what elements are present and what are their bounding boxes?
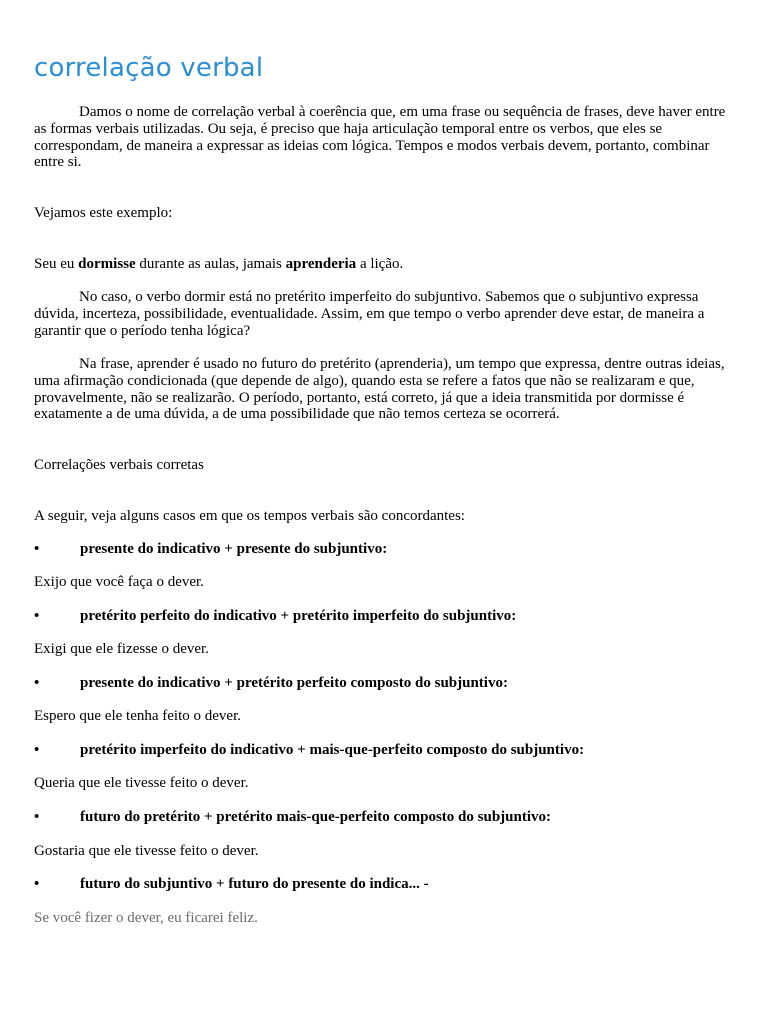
case-rule-text: futuro do pretérito + pretérito mais-que-perfeito composto do subjuntivo: <box>80 809 552 825</box>
bullet-mark: • <box>34 876 40 892</box>
example-text-1: Seu eu <box>34 256 79 272</box>
example-text-3: a lição. <box>356 256 404 272</box>
example-bold-aprenderia: aprenderia <box>285 256 357 272</box>
case-rule <box>34 541 734 558</box>
section-intro: A seguir, veja alguns casos em que os tempos verbais são concordantes: <box>34 508 465 524</box>
example-lead: Vejamos este exemplo: <box>34 205 173 221</box>
case-rule <box>34 809 734 826</box>
case-rule-text: pretérito imperfeito do indicativo + mais-que-perfeito composto do subjuntivo: <box>80 742 585 758</box>
example-bold-dormisse: dormisse <box>78 256 136 272</box>
case-rule <box>34 876 734 893</box>
case-example-faded: Se você fizer o dever, eu ficarei feliz. <box>34 910 258 926</box>
bullet-mark: • <box>34 809 40 825</box>
case-rule-text: pretérito perfeito do indicativo + pretérito imperfeito do subjuntivo: <box>80 608 517 624</box>
case-rule <box>34 742 734 759</box>
case-rule <box>34 675 734 692</box>
case-example: Espero que ele tenha feito o dever. <box>34 708 241 724</box>
case-example: Exigi que ele fizesse o dever. <box>34 641 209 657</box>
example-sentence <box>34 256 734 273</box>
explanation-paragraph-1: No caso, o verbo dormir está no pretérito imperfeito do subjuntivo. Sabemos que o subjuntivo expressa dúvida, incerteza, possibilidade, eventualidade. Assim, em que tempo o verbo aprender deve estar, de maneira a garantir que o período tenha lógica? <box>34 289 705 339</box>
case-example: Queria que ele tivesse feito o dever. <box>34 775 249 791</box>
bullet-mark: • <box>34 742 40 758</box>
case-rule-text: futuro do subjuntivo + futuro do presente do indica... - <box>80 876 429 892</box>
bullet-mark: • <box>34 541 40 557</box>
bullet-mark: • <box>34 675 40 691</box>
explanation-paragraph-2: Na frase, aprender é usado no futuro do pretérito (aprenderia), um tempo que expressa, dentre outras ideias, uma afirmação condicionada (que depende de algo), quando esta se refere a fatos que não se realizaram e que, provavelmente, não se realizarão. O período, portanto, está correto, já que a ideia transmitida por dormisse é exatamente a de uma dúvida, a de uma possibilidade que não temos certeza se ocorrerá. <box>34 356 725 423</box>
case-example: Gostaria que ele tivesse feito o dever. <box>34 843 259 859</box>
page-title: correlação verbal <box>34 53 264 83</box>
case-rule-text: presente do indicativo + presente do subjuntivo: <box>80 541 388 557</box>
case-rule-text: presente do indicativo + pretérito perfeito composto do subjuntivo: <box>80 675 508 691</box>
intro-paragraph: Damos o nome de correlação verbal à coerência que, em uma frase ou sequência de frases, deve haver entre as formas verbais utilizadas. Ou seja, é preciso que haja articulação temporal entre os verbos, que eles se correspondam, de maneira a expressar as ideias com lógica. Tempos e modos verbais devem, portanto, combinar entre si. <box>34 104 726 171</box>
case-example: Exijo que você faça o dever. <box>34 574 204 590</box>
example-text-2: durante as aulas, jamais <box>135 256 286 272</box>
case-rule <box>34 608 734 625</box>
section-heading: Correlações verbais corretas <box>34 457 204 473</box>
bullet-mark: • <box>34 608 40 624</box>
